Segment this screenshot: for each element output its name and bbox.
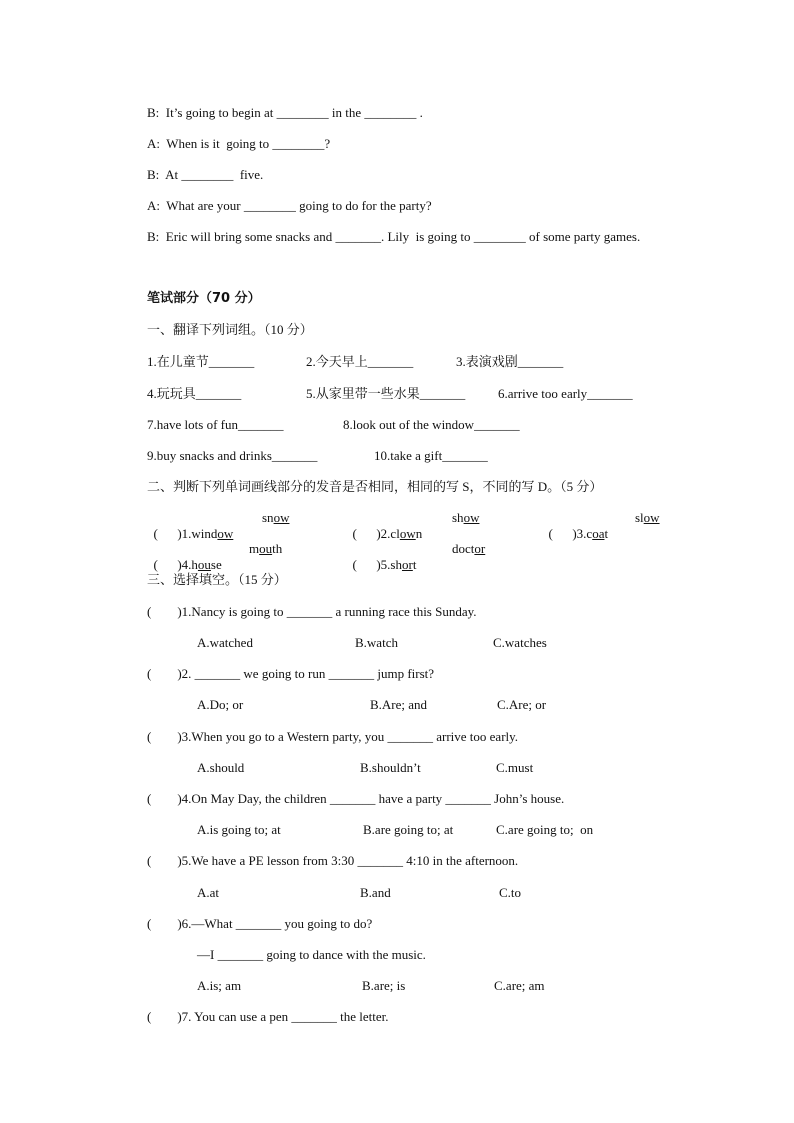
q1-option-c: C.watches xyxy=(493,635,547,650)
dialogue-line-5: B: Eric will bring some snacks and _______. Lily is going to ________ of some party games. xyxy=(147,229,641,244)
item-number: ( )2. xyxy=(352,526,391,541)
q6-option-c: C.are; am xyxy=(494,978,545,993)
q3-option-c: C.must xyxy=(496,760,534,775)
sec1-item-10: 10.take a gift_______ xyxy=(374,448,488,463)
question-6-response: —I _______ going to dance with the music. xyxy=(197,947,426,962)
sec2-item-2 xyxy=(346,510,422,542)
item-number: ( )4. xyxy=(153,557,192,572)
question-1: ( )1.Nancy is going to _______ a running race this Sunday. xyxy=(147,604,477,619)
dialogue-line-2: A: When is it going to ________? xyxy=(147,136,331,151)
sec2-item-5-word-2: doctor xyxy=(452,541,486,556)
sec2-item-4-word-2: mouth xyxy=(249,541,283,556)
dialogue-line-1: B: It’s going to begin at ________ in the ________ . xyxy=(147,105,423,120)
written-section-title: 笔试部分（70 分） xyxy=(147,291,261,306)
dialogue-line-3: B: At ________ five. xyxy=(147,167,264,182)
question-3: ( )3.When you go to a Western party, you _______ arrive too early. xyxy=(147,729,519,744)
item-number: ( )3. xyxy=(548,526,587,541)
word-1: short xyxy=(390,557,417,572)
sec1-item-9: 9.buy snacks and drinks_______ xyxy=(147,448,318,463)
section1-title: 一、翻译下列词组。（10 分） xyxy=(147,322,313,337)
q2-option-c: C.Are; or xyxy=(497,697,547,712)
q3-option-a: A.should xyxy=(197,760,245,775)
item-number: ( )1. xyxy=(153,526,192,541)
word-1: house xyxy=(191,557,222,572)
word-1: coat xyxy=(586,526,609,541)
q1-option-b: B.watch xyxy=(355,635,398,650)
q6-option-a: A.is; am xyxy=(197,978,242,993)
q1-option-a: A.watched xyxy=(197,635,253,650)
sec1-item-4: 4.玩玩具_______ xyxy=(147,386,242,401)
q2-option-a: A.Do; or xyxy=(197,697,244,712)
sec2-item-3 xyxy=(542,510,608,542)
sec1-item-7: 7.have lots of fun_______ xyxy=(147,417,284,432)
q6-option-b: B.are; is xyxy=(362,978,406,993)
question-2: ( )2. _______ we going to run _______ jump first? xyxy=(147,666,435,681)
sec1-item-2: 2.今天早上_______ xyxy=(306,354,414,369)
q4-option-c: C.are going to; on xyxy=(496,822,594,837)
section2-title: 二、判断下列单词画线部分的发音是否相同，相同的写 S，不同的写 D。（5 分） xyxy=(147,479,603,494)
question-5: ( )5.We have a PE lesson from 3:30 _______ 4:10 in the afternoon. xyxy=(147,853,519,868)
sec1-item-3: 3.表演戏剧_______ xyxy=(456,354,564,369)
sec2-item-1 xyxy=(147,510,233,542)
sec2-item-3-word-2: slow xyxy=(635,510,660,525)
sec2-item-4 xyxy=(147,541,222,573)
q5-option-b: B.and xyxy=(360,885,391,900)
word-1: clown xyxy=(390,526,423,541)
sec1-item-6: 6.arrive too early_______ xyxy=(498,386,633,401)
sec1-item-8: 8.look out of the window_______ xyxy=(343,417,520,432)
sec2-item-5 xyxy=(346,541,416,573)
section3-title: 三、选择填空。（15 分） xyxy=(147,572,287,587)
sec1-item-5: 5.从家里带一些水果_______ xyxy=(306,386,466,401)
item-number: ( )5. xyxy=(352,557,391,572)
sec2-item-1-word-2: snow xyxy=(262,510,290,525)
q3-option-b: B.shouldn’t xyxy=(360,760,421,775)
question-4: ( )4.On May Day, the children _______ have a party _______ John’s house. xyxy=(147,791,565,806)
sec1-item-1: 1.在儿童节_______ xyxy=(147,354,255,369)
q2-option-b: B.Are; and xyxy=(370,697,428,712)
question-6: ( )6.—What _______ you going to do? xyxy=(147,916,373,931)
q5-option-c: C.to xyxy=(499,885,522,900)
q5-option-a: A.at xyxy=(197,885,220,900)
q4-option-b: B.are going to; at xyxy=(363,822,454,837)
dialogue-line-4: A: What are your ________ going to do for the party? xyxy=(147,198,432,213)
q4-option-a: A.is going to; at xyxy=(197,822,281,837)
word-1: window xyxy=(191,526,234,541)
question-7: ( )7. You can use a pen _______ the letter. xyxy=(147,1009,389,1024)
sec2-item-2-word-2: show xyxy=(452,510,480,525)
